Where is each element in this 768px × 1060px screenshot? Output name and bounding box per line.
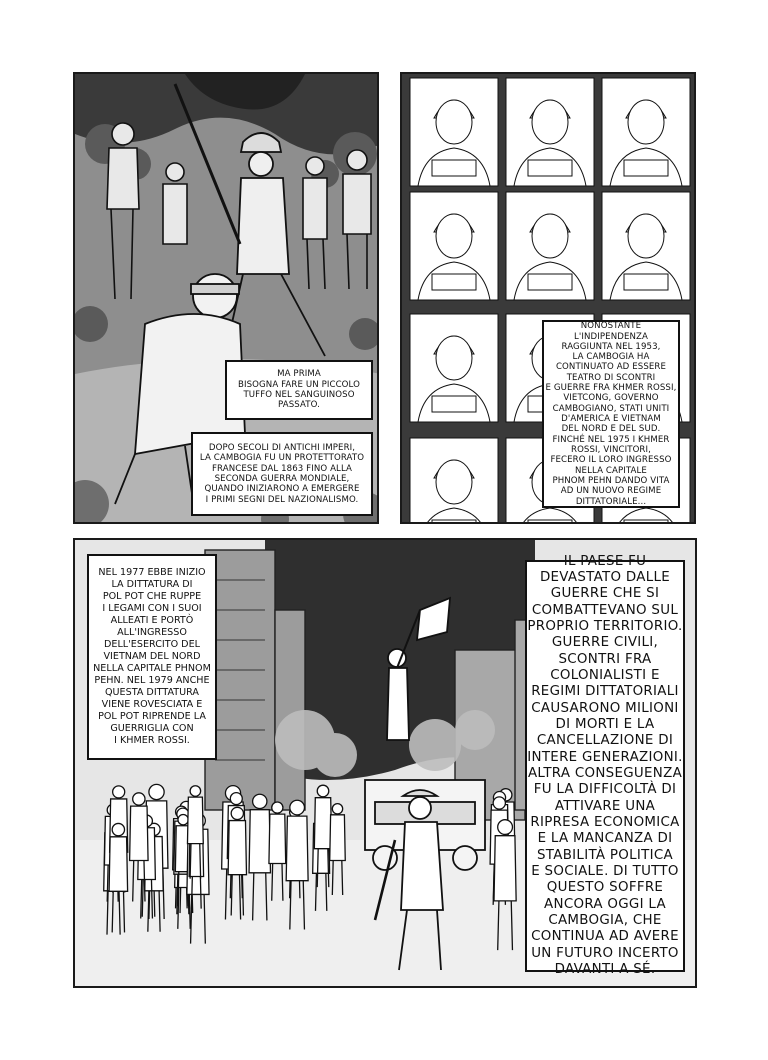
panel-crowd <box>73 538 697 988</box>
caption-ma-prima: MA PRIMA BISOGNA FARE UN PICCOLO TUFFO NEL SANGUINOSO PASSATO. <box>225 360 373 420</box>
caption-nonostante: NONOSTANTE L'INDIPENDENZA RAGGIUNTA NEL 1953, LA CAMBOGIA HA CONTINUATO AD ESSERE TEATRO DI SCONTRI E GUERRE FRA KHMER ROSSI, VIETCONG, GOVERNO CAMBOGIANO, STATI UNITI D'AMERICA E VIETNAM DEL NORD E DEL SUD. FINCHÉ NEL 1975 I KHMER ROSSI, VINCITORI, FECERO IL LORO INGRESSO NELLA CAPITALE PHNOM PEHN DANDO VITA AD UN NUOVO REGIME DITTATORIALE... <box>542 320 680 508</box>
caption-dopo-secoli: DOPO SECOLI DI ANTICHI IMPERI, LA CAMBOGIA FU UN PROTETTORATO FRANCESE DAL 1863 FINO ALLA SECONDA GUERRA MONDIALE, QUANDO INIZIARONO A EMERGERE I PRIMI SEGNI DEL NAZIONALISMO. <box>191 432 373 516</box>
portrait-photo <box>602 192 690 300</box>
portrait-photo <box>410 438 498 524</box>
panel-soldiers <box>73 72 379 524</box>
portrait-photo <box>506 78 594 186</box>
panel-portraits <box>400 72 696 524</box>
portrait-photo <box>410 78 498 186</box>
portrait-photo <box>506 192 594 300</box>
portrait-photo <box>410 314 498 422</box>
caption-nel-1977: NEL 1977 EBBE INIZIO LA DITTATURA DI POL POT CHE RUPPE I LEGAMI CON I SUOI ALLEATI E PORTÒ ALL'INGRESSO DELL'ESERCITO DEL VIETNAM DEL NORD NELLA CAPITALE PHNOM PEHN. NEL 1979 ANCHE QUESTA DITTATURA VIENE ROVESCIATA E POL POT RIPRENDE LA GUERRIGLIA CON I KHMER ROSSI. <box>87 554 217 760</box>
caption-il-paese: IL PAESE FU DEVASTATO DALLE GUERRE CHE SI COMBATTEVANO SUL PROPRIO TERRITORIO. GUERRE CIVILI, SCONTRI FRA COLONIALISTI E REGIMI DITTATORIALI CAUSARONO MILIONI DI MORTI E LA CANCELLAZIONE DI INTERE GENERAZIONI. ALTRA CONSEGUENZA FU LA DIFFICOLTÀ DI ATTIVARE UNA RIPRESA ECONOMICA E LA MANCANZA DI STABILITÀ POLITICA E SOCIALE. DI TUTTO QUESTO SOFFRE ANCORA OGGI LA CAMBOGIA, CHE CONTINUA AD AVERE UN FUTURO INCERTO DAVANTI A SÉ. <box>525 560 685 972</box>
portrait-photo <box>602 78 690 186</box>
portrait-photo <box>410 192 498 300</box>
